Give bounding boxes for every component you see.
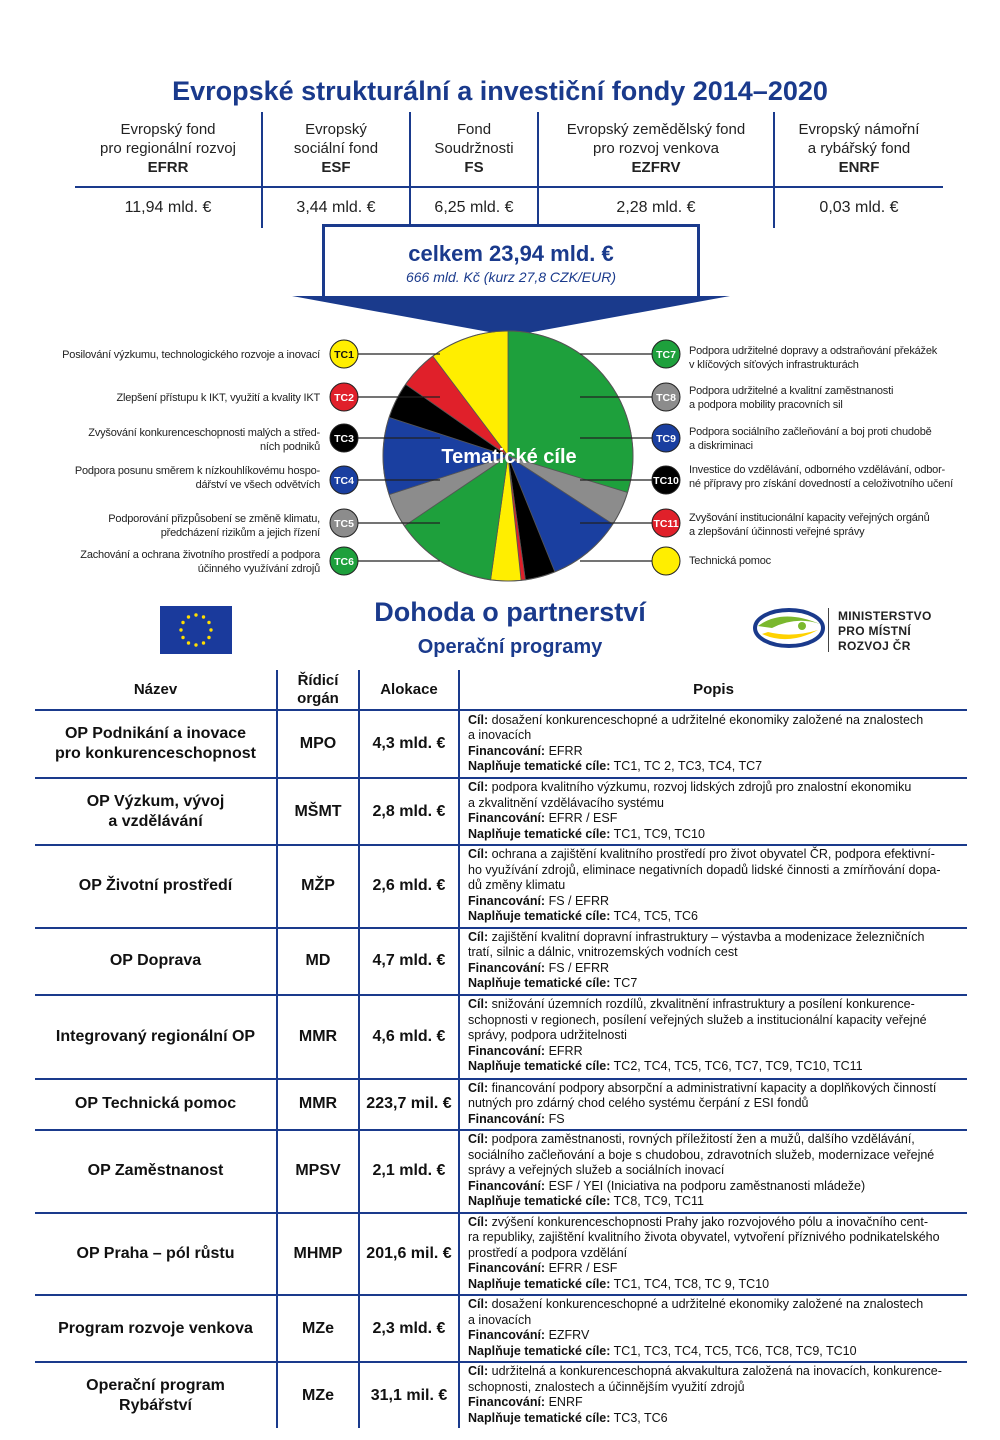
fund-amount: 0,03 mld. € xyxy=(773,188,943,228)
financing-value: EZFRV xyxy=(548,1328,590,1342)
program-description xyxy=(459,928,967,995)
col-org-line: Řídicí xyxy=(297,671,339,689)
fund-amount: 3,44 mld. € xyxy=(261,188,409,228)
goal-line xyxy=(468,1215,961,1231)
managing-authority: MŠMT xyxy=(277,778,359,845)
thematic-goals-value: TC1, TC9, TC10 xyxy=(613,826,705,841)
program-description xyxy=(459,995,967,1079)
goal-line xyxy=(468,930,961,946)
goal-text: správy, podpora udržitelnosti xyxy=(468,1028,627,1043)
thematic-goals-value: TC1, TC4, TC8, TC 9, TC10 xyxy=(613,1276,770,1291)
financing-line xyxy=(468,961,961,977)
financing-value: FS / EFRR xyxy=(548,893,609,908)
programmes-table xyxy=(35,670,967,1428)
goal-label: Cíl: xyxy=(468,1214,489,1229)
goal-label: Cíl: xyxy=(468,1297,489,1311)
goal-label: Cíl: xyxy=(468,847,489,861)
financing-value: EFRR xyxy=(548,743,583,758)
thematic-goals-label: Naplňuje tematické cíle: xyxy=(468,1276,611,1291)
goal-text: a inovacích xyxy=(468,728,532,742)
fund-code: EFRR xyxy=(147,159,189,176)
goal-line xyxy=(468,1246,961,1262)
financing-label: Financování: xyxy=(468,1111,546,1126)
program-name-line: OP Zaměstnanost xyxy=(87,1162,224,1180)
financing-line xyxy=(468,744,961,760)
goal-line xyxy=(468,997,961,1013)
goal-badge-code: TC7 xyxy=(656,349,676,361)
program-description xyxy=(459,1295,967,1362)
goal-badge xyxy=(652,509,680,537)
goal-line xyxy=(468,1364,961,1380)
thematic-goals-chart xyxy=(0,0,1000,600)
goal-text: Zachování a ochrana životního prostředí a podpora xyxy=(80,549,320,561)
goal-text: v klíčových síťových infrastrukturách xyxy=(689,359,859,371)
goal-line xyxy=(468,1028,961,1044)
goal-label-tc1 xyxy=(20,348,320,362)
col-alloc: Alokace xyxy=(359,670,459,710)
financing-line xyxy=(468,1179,961,1195)
thematic-goals-line xyxy=(468,1059,961,1075)
program-name-line: a vzdělávání xyxy=(108,812,203,830)
goal-label: Cíl: xyxy=(468,1364,489,1378)
fund-amount: 2,28 mld. € xyxy=(537,188,773,228)
goal-text: podpora zaměstnanosti, rovných příležitostí žen a mužů, dalšího vzdělávání, xyxy=(491,1132,915,1146)
fund-code: FS xyxy=(464,159,484,176)
goal-line xyxy=(468,780,961,796)
goal-line xyxy=(468,1230,961,1246)
goal-text: ních podniků xyxy=(260,441,320,453)
program-name xyxy=(35,845,277,928)
goal-line xyxy=(468,1297,961,1313)
financing-label: Financování: xyxy=(468,811,546,825)
goal-text: Investice do vzdělávání, odborného vzdělávání, odbor- xyxy=(689,464,946,476)
financing-line xyxy=(468,1044,961,1060)
fund-name-line: Soudržnosti xyxy=(434,140,514,157)
managing-authority: MPO xyxy=(277,710,359,778)
ministry-line: ROZVOJ ČR xyxy=(838,639,911,653)
program-name xyxy=(35,1362,277,1428)
table-header-row xyxy=(35,670,967,710)
goal-text: správy a veřejných služeb a sociálních inovací xyxy=(468,1163,725,1177)
program-name-line: Rybářství xyxy=(119,1396,192,1414)
goal-text: dů změny klimatu xyxy=(468,878,566,892)
ministry-line: PRO MÍSTNÍ xyxy=(838,624,912,638)
fund-name-line: Evropský zemědělský fond xyxy=(566,121,746,138)
thematic-goals-line xyxy=(468,827,961,843)
goal-text: Technická pomoc xyxy=(689,555,771,567)
goal-text: dářství ve všech odvětvích xyxy=(195,479,320,491)
fund-code: ENRF xyxy=(838,159,880,176)
program-description xyxy=(459,1213,967,1296)
goal-line xyxy=(468,1148,961,1164)
program-name-line: OP Doprava xyxy=(109,952,202,969)
goal-badge-code: TC10 xyxy=(653,475,679,487)
program-name xyxy=(35,928,277,995)
thematic-goals-label: Naplňuje tematické cíle: xyxy=(468,826,611,841)
financing-value: EFRR / ESF xyxy=(548,1261,618,1275)
goal-badge xyxy=(330,466,358,494)
goal-line xyxy=(468,796,961,812)
goal-text: Posilování výzkumu, technologického rozvoje a inovací xyxy=(62,349,320,361)
goal-text: a zlepšování účinnosti veřejné správy xyxy=(689,526,865,538)
goal-badge-code: TC3 xyxy=(334,433,354,445)
goal-text: a zkvalitnění vzdělávacího systému xyxy=(468,795,664,810)
thematic-goals-line xyxy=(468,909,961,925)
program-name-line: pro konkurenceschopnost xyxy=(55,745,256,762)
goal-text: ochrana a zajištění kvalitního prostředí pro život obyvatel ČR, podpora efektivní- xyxy=(491,847,935,861)
goal-badge xyxy=(652,547,680,575)
financing-value: FS xyxy=(548,1111,565,1126)
financing-line xyxy=(468,1112,961,1128)
financing-value: EFRR / ESF xyxy=(548,811,618,825)
program-description xyxy=(459,1130,967,1213)
managing-authority: MZe xyxy=(277,1295,359,1362)
program-description xyxy=(459,778,967,845)
fund-name-line: Fond xyxy=(456,121,492,138)
table-row xyxy=(35,1295,967,1362)
table-row xyxy=(35,1213,967,1296)
goal-line xyxy=(468,1380,961,1396)
goal-text: schopnosti, znalostech a účinnějším využití zdrojů xyxy=(468,1379,745,1394)
eu-star xyxy=(209,628,212,631)
financing-value: FS / EFRR xyxy=(548,960,609,975)
goal-text: Podpora udržitelné a kvalitní zaměstnanosti xyxy=(689,385,894,397)
fund-code: ESF xyxy=(321,159,351,176)
partnership-title: Dohoda o partnerství xyxy=(374,597,646,627)
goal-label: Cíl: xyxy=(468,997,489,1012)
thematic-goals-label: Naplňuje tematické cíle: xyxy=(468,759,611,773)
financing-label: Financování: xyxy=(468,1395,546,1409)
goal-badge xyxy=(652,340,680,368)
program-description xyxy=(459,845,967,928)
table-row xyxy=(35,845,967,928)
fund-name-line: sociální fond xyxy=(293,140,379,157)
goal-text: snižování územních rozdílů, zkvalitnění infrastruktury a posílení konkurence- xyxy=(491,997,915,1012)
thematic-goals-label: Naplňuje tematické cíle: xyxy=(468,1343,611,1358)
managing-authority: MD xyxy=(277,928,359,995)
goal-text: dosažení konkurenceschopné a udržitelné ekonomiky založené na znalostech xyxy=(491,1297,924,1311)
financing-label: Financování: xyxy=(468,1178,546,1193)
goal-text: nutných pro zdárný chod celého systému čerpání z ESI fondů xyxy=(468,1096,809,1110)
thematic-goals-line xyxy=(468,1344,961,1360)
thematic-goals-line xyxy=(468,1277,961,1293)
goal-text: a podpora mobility pracovních sil xyxy=(689,399,843,411)
goal-label-tc8 xyxy=(689,384,989,412)
goal-line xyxy=(468,1313,961,1329)
table-row xyxy=(35,1362,967,1428)
goal-label-tc7 xyxy=(689,344,989,372)
program-name xyxy=(35,1130,277,1213)
program-name xyxy=(35,995,277,1079)
ministry-logo-text xyxy=(838,609,932,654)
thematic-goals-label: Naplňuje tematické cíle: xyxy=(468,1194,611,1208)
fund-amount: 6,25 mld. € xyxy=(409,188,537,228)
financing-line xyxy=(468,811,961,827)
goal-line xyxy=(468,1081,961,1097)
thematic-goals-value: TC1, TC3, TC4, TC5, TC6, TC8, TC9, TC10 xyxy=(613,1343,857,1358)
ministry-logo-separator xyxy=(828,608,829,652)
thematic-goals-value: TC3, TC6 xyxy=(613,1410,668,1425)
ministry-logo-icon xyxy=(752,606,826,650)
goal-text: ra republiky, zajištění kvalitního života obyvatel, vytvoření příznivého podnikatelského xyxy=(468,1230,940,1244)
financing-label: Financování: xyxy=(468,743,546,758)
financing-line xyxy=(468,1395,961,1411)
managing-authority: MHMP xyxy=(277,1213,359,1296)
goal-line xyxy=(468,863,961,879)
goal-label-tc11 xyxy=(689,511,989,539)
total-amount: celkem 23,94 mld. € xyxy=(408,241,614,266)
goal-text: udržitelná a konkurenceschopná akvakultura založená na inovacích, konkurence- xyxy=(491,1364,942,1378)
goal-label: Cíl: xyxy=(468,780,489,794)
eu-star xyxy=(179,628,182,631)
thematic-goals-line xyxy=(468,976,961,992)
allocation: 4,3 mld. € xyxy=(359,710,459,778)
goal-label-tc2 xyxy=(20,391,320,405)
goal-badge xyxy=(652,383,680,411)
goal-badge-code: TC9 xyxy=(656,433,676,445)
program-name-line: Program rozvoje venkova xyxy=(58,1319,253,1337)
goal-text: účinného využívání zdrojů xyxy=(197,563,320,575)
fund-name-line: pro regionální rozvoj xyxy=(100,140,236,157)
managing-authority: MZe xyxy=(277,1362,359,1428)
goal-text: Podpora sociálního začleňování a boj proti chudobě xyxy=(689,426,932,438)
thematic-goals-label: Naplňuje tematické cíle: xyxy=(468,1410,611,1425)
col-desc: Popis xyxy=(459,670,967,710)
financing-label: Financování: xyxy=(468,1261,546,1275)
allocation: 2,6 mld. € xyxy=(359,845,459,928)
financing-label: Financování: xyxy=(468,893,546,908)
table-row xyxy=(35,995,967,1079)
program-name-line: OP Životní prostředí xyxy=(78,877,233,895)
col-name: Název xyxy=(35,670,277,710)
managing-authority: MMR xyxy=(277,995,359,1079)
goal-badge xyxy=(330,383,358,411)
allocation: 201,6 mil. € xyxy=(359,1213,459,1296)
goal-label-tc9 xyxy=(689,425,989,453)
goal-text: tratí, silnic a dálnic, vnitrozemských vodních cest xyxy=(468,945,738,959)
allocation: 31,1 mil. € xyxy=(359,1362,459,1428)
goal-label: Cíl: xyxy=(468,1132,489,1146)
table-row xyxy=(35,710,967,778)
allocation: 4,6 mld. € xyxy=(359,995,459,1079)
goal-label: Cíl: xyxy=(468,712,489,727)
program-name xyxy=(35,1079,277,1131)
program-name-line: Operační program xyxy=(86,1376,225,1394)
goal-line xyxy=(468,945,961,961)
goal-line xyxy=(468,728,961,744)
goal-label-tc6 xyxy=(20,548,320,576)
program-name xyxy=(35,710,277,778)
fund-name-line: pro rozvoj venkova xyxy=(593,140,719,157)
managing-authority: MPSV xyxy=(277,1130,359,1213)
goal-badge xyxy=(330,424,358,452)
thematic-goals-line xyxy=(468,759,961,775)
goal-text: zvýšení konkurenceschopnosti Prahy jako rozvojového pólu a inovačního cent- xyxy=(491,1214,928,1229)
goal-badge-code: TC5 xyxy=(334,518,354,530)
goal-badge xyxy=(652,466,680,494)
thematic-goals-value: TC1, TC 2, TC3, TC4, TC7 xyxy=(613,759,763,773)
goal-badge-code: TC1 xyxy=(334,349,354,361)
goal-label-technical-assistance xyxy=(689,554,989,568)
thematic-goals-line xyxy=(468,1194,961,1210)
goal-text: prostředí a podpora vzdělání xyxy=(468,1245,628,1260)
thematic-goals-label: Naplňuje tematické cíle: xyxy=(468,1059,611,1074)
goal-line xyxy=(468,847,961,863)
goal-label-tc4 xyxy=(20,464,320,492)
program-description xyxy=(459,710,967,778)
table-row xyxy=(35,778,967,845)
goal-badge-code: TC4 xyxy=(334,475,354,487)
programmes-subtitle: Operační programy xyxy=(417,636,603,658)
program-name-line: Integrovaný regionální OP xyxy=(55,1027,256,1045)
pie-center-label: Tematické cíle xyxy=(441,446,577,468)
thematic-goals-label: Naplňuje tematické cíle: xyxy=(468,909,611,923)
financing-label: Financování: xyxy=(468,1328,546,1342)
ministry-line: MINISTERSTVO xyxy=(838,609,932,623)
program-name-line: OP Technická pomoc xyxy=(74,1095,237,1113)
financing-line xyxy=(468,894,961,910)
program-name xyxy=(35,1295,277,1362)
goal-badge-code: TC8 xyxy=(656,392,676,404)
goal-text: Podporování přizpůsobení se změně klimatu, xyxy=(108,513,320,525)
goal-line xyxy=(468,1132,961,1148)
fund-amount: 11,94 mld. € xyxy=(124,199,212,216)
program-description xyxy=(459,1079,967,1131)
financing-line xyxy=(468,1261,961,1277)
goal-label-tc3 xyxy=(20,426,320,454)
goal-label-tc5 xyxy=(20,512,320,540)
goal-text: financování podpory absorpční a administrativní kapacity a doplňkových činností xyxy=(491,1080,937,1095)
program-name-line: OP Praha – pól růstu xyxy=(76,1244,235,1262)
fund-name-line: Evropský xyxy=(305,121,367,138)
fund-name-line: a rybářský fond xyxy=(807,140,911,157)
financing-label: Financování: xyxy=(468,1043,546,1058)
goal-text: a inovacích xyxy=(468,1312,532,1327)
goal-text: né přípravy pro získání dovedností a celoživotního učení xyxy=(689,478,953,490)
managing-authority: MMR xyxy=(277,1079,359,1131)
goal-label: Cíl: xyxy=(468,929,489,944)
table-row xyxy=(35,1079,967,1131)
goal-text: podpora kvalitního výzkumu, rozvoj lidských zdrojů pro znalostní ekonomiku xyxy=(491,780,912,794)
goal-badge-code: TC11 xyxy=(653,518,679,530)
allocation: 223,7 mil. € xyxy=(359,1079,459,1131)
goal-text: Zlepšení přístupu k IKT, využití a kvality IKT xyxy=(116,392,320,404)
financing-label: Financování: xyxy=(468,960,546,975)
financing-value: ESF / YEI (Iniciativa na podporu zaměstnanosti mládeže) xyxy=(548,1178,866,1193)
goal-badge xyxy=(652,424,680,452)
program-name xyxy=(35,1213,277,1296)
goal-text: dosažení konkurenceschopné a udržitelné ekonomiky založené na znalostech xyxy=(491,712,924,727)
financing-value: ENRF xyxy=(548,1395,583,1409)
goal-text: Zvyšování konkurenceschopnosti malých a střed- xyxy=(88,427,320,439)
goal-text: sociálního začleňování a boje s chudobou, zdravotních služeb, modernizace veřejné xyxy=(468,1147,935,1162)
allocation: 2,8 mld. € xyxy=(359,778,459,845)
goal-label: Cíl: xyxy=(468,1080,489,1095)
thematic-goals-label: Naplňuje tematické cíle: xyxy=(468,976,611,990)
goal-badge xyxy=(330,340,358,368)
table-row xyxy=(35,1130,967,1213)
allocation: 2,3 mld. € xyxy=(359,1295,459,1362)
financing-value: EFRR xyxy=(548,1043,583,1058)
fund-name-line: Evropský fond xyxy=(120,121,216,138)
thematic-goals-line xyxy=(468,1411,961,1427)
goal-text: předcházení rizikům a jejich řízení xyxy=(160,527,320,539)
goal-text: a diskriminaci xyxy=(689,440,753,452)
goal-line xyxy=(468,1163,961,1179)
allocation: 4,7 mld. € xyxy=(359,928,459,995)
goal-text: ho využívání zdrojů, eliminace negativních dopadů lidské činnosti a zmírňování dopa- xyxy=(468,862,941,877)
goal-text: Zvyšování institucionální kapacity veřejných orgánů xyxy=(689,512,930,524)
thematic-goals-value: TC8, TC9, TC11 xyxy=(613,1194,704,1208)
goal-text: schopnosti v regionech, posílení veřejných služeb a institucionální kapacity veřejné xyxy=(468,1012,927,1027)
goal-text: zajištění kvalitní dopravní infrastruktury – výstavba a modenizace železničních xyxy=(491,929,925,944)
financing-line xyxy=(468,1328,961,1344)
goal-text: Podpora udržitelné dopravy a odstraňování překážek xyxy=(689,345,938,357)
goal-label-tc10 xyxy=(689,463,989,491)
program-description xyxy=(459,1362,967,1428)
goal-line xyxy=(468,1013,961,1029)
program-name xyxy=(35,778,277,845)
col-org-line: orgán xyxy=(297,689,339,707)
program-name-line: OP Výzkum, vývoj xyxy=(86,792,225,810)
table-row xyxy=(35,928,967,995)
col-org xyxy=(277,670,359,710)
goal-badge-code: TC6 xyxy=(334,556,354,568)
fund-code: EZFRV xyxy=(631,159,681,176)
goal-text: Podpora posunu směrem k nízkouhlíkovému hospo- xyxy=(74,465,320,477)
goal-badge xyxy=(330,547,358,575)
fund-name-line: Evropský námořní xyxy=(798,121,920,138)
thematic-goals-value: TC2, TC4, TC5, TC6, TC7, TC9, TC10, TC11 xyxy=(613,1059,863,1074)
allocation: 2,1 mld. € xyxy=(359,1130,459,1213)
page-title: Evropské strukturální a investiční fondy 2014–2020 xyxy=(172,76,828,106)
goal-line xyxy=(468,713,961,729)
thematic-goals-value: TC7 xyxy=(613,976,638,990)
goal-line xyxy=(468,878,961,894)
goal-badge-code: TC2 xyxy=(334,392,354,404)
goal-line xyxy=(468,1096,961,1112)
thematic-goals-value: TC4, TC5, TC6 xyxy=(613,909,698,923)
managing-authority: MŽP xyxy=(277,845,359,928)
total-czk: 666 mld. Kč (kurz 27,8 CZK/EUR) xyxy=(405,269,617,285)
program-name-line: OP Podnikání a inovace xyxy=(64,725,247,742)
goal-badge xyxy=(330,509,358,537)
goal-badge-circle xyxy=(652,547,680,575)
